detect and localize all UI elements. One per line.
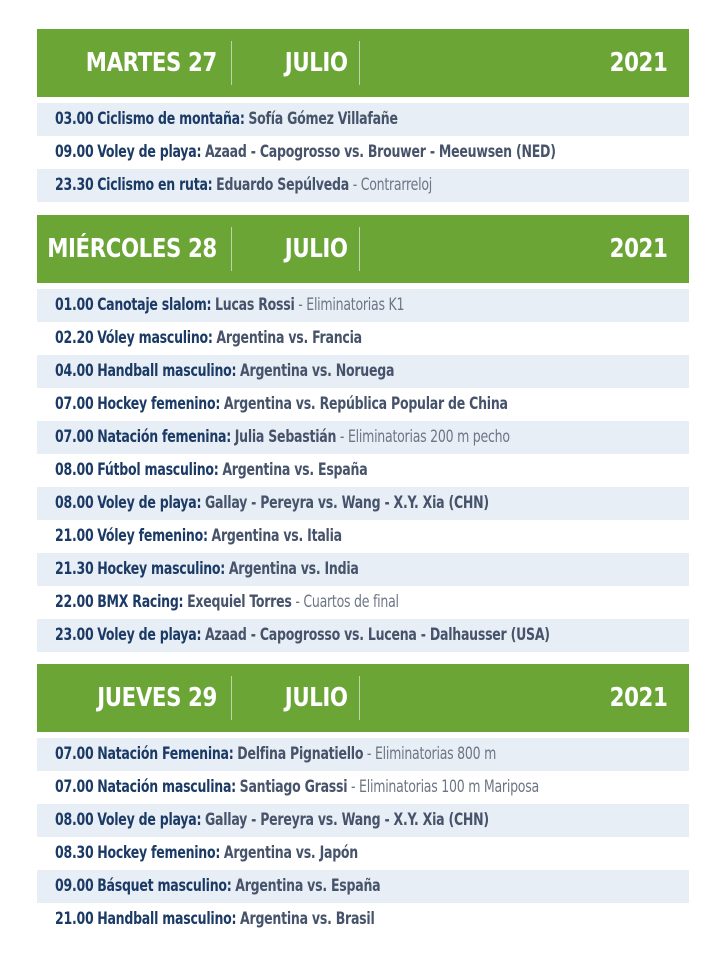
event-time: 09.00 xyxy=(55,876,94,896)
event-participants: Argentina vs. República Popular de China xyxy=(223,394,508,414)
header-divider xyxy=(231,227,232,271)
event-sport: Voley de playa: xyxy=(97,810,202,830)
year-label: 2021 xyxy=(609,48,667,78)
event-time: 07.00 xyxy=(55,777,94,797)
event-time: 23.00 xyxy=(55,625,94,645)
header-divider xyxy=(359,41,360,85)
event-sport: BMX Racing: xyxy=(97,592,184,612)
event-sport: Handball masculino: xyxy=(97,361,237,381)
event-sport: Hockey femenino: xyxy=(97,843,221,863)
event-time: 21.00 xyxy=(55,526,94,546)
event-participants: Argentina vs. India xyxy=(228,559,359,579)
event-time: 23.30 xyxy=(55,175,94,195)
event-participants: Azaad - Capogrosso vs. Lucena - Dalhausser (USA) xyxy=(204,625,550,645)
year-label: 2021 xyxy=(609,683,667,713)
event-detail: - Eliminatorias 200 m pecho xyxy=(339,427,510,447)
event-time: 07.00 xyxy=(55,427,94,447)
event-participants: Lucas Rossi xyxy=(215,295,295,315)
event-list xyxy=(37,289,689,652)
event-row xyxy=(37,421,689,454)
event-list xyxy=(37,738,689,936)
event-participants: Argentina vs. Brasil xyxy=(240,909,375,929)
event-participants: Delfina Pignatiello xyxy=(237,744,364,764)
event-row xyxy=(37,322,689,355)
day-block-martes-27 xyxy=(37,29,689,202)
event-sport: Fútbol masculino: xyxy=(97,460,219,480)
event-sport: Ciclismo en ruta: xyxy=(97,175,213,195)
event-detail: - Contrarreloj xyxy=(352,175,433,195)
event-row xyxy=(37,586,689,619)
event-time: 21.00 xyxy=(55,909,94,929)
event-detail: - Cuartos de final xyxy=(295,592,399,612)
event-time: 07.00 xyxy=(55,744,94,764)
event-sport: Natación Femenina: xyxy=(97,744,234,764)
event-row xyxy=(37,136,689,169)
event-sport: Básquet masculino: xyxy=(97,876,232,896)
event-participants: Argentina vs. Japón xyxy=(223,843,358,863)
event-sport: Handball masculino: xyxy=(97,909,237,929)
event-time: 08.00 xyxy=(55,493,94,513)
month-label: JULIO xyxy=(285,234,348,264)
event-time: 08.00 xyxy=(55,810,94,830)
event-list xyxy=(37,103,689,202)
event-participants: Argentina vs. España xyxy=(235,876,381,896)
header-divider xyxy=(231,41,232,85)
day-label: MIÉRCOLES 28 xyxy=(47,234,217,264)
event-time: 07.00 xyxy=(55,394,94,414)
header-divider xyxy=(231,676,232,720)
event-row xyxy=(37,903,689,936)
event-row xyxy=(37,520,689,553)
month-label: JULIO xyxy=(285,48,348,78)
event-row xyxy=(37,355,689,388)
event-participants: Santiago Grassi xyxy=(239,777,348,797)
event-time: 22.00 xyxy=(55,592,94,612)
event-row xyxy=(37,804,689,837)
event-row xyxy=(37,837,689,870)
event-row xyxy=(37,738,689,771)
day-header xyxy=(37,29,689,97)
event-time: 09.00 xyxy=(55,142,94,162)
event-time: 21.30 xyxy=(55,559,94,579)
event-time: 01.00 xyxy=(55,295,94,315)
event-row xyxy=(37,388,689,421)
event-detail: - Eliminatorias 800 m xyxy=(366,744,497,764)
event-detail: - Eliminatorias K1 xyxy=(298,295,405,315)
year-label: 2021 xyxy=(609,234,667,264)
event-time: 03.00 xyxy=(55,109,94,129)
event-participants: Argentina vs. Noruega xyxy=(240,361,395,381)
event-row xyxy=(37,619,689,652)
header-divider xyxy=(359,676,360,720)
day-block-jueves-29 xyxy=(37,664,689,936)
event-row xyxy=(37,553,689,586)
day-block-miercoles-28 xyxy=(37,215,689,652)
event-row xyxy=(37,289,689,322)
event-detail: - Eliminatorias 100 m Mariposa xyxy=(351,777,539,797)
event-participants: Argentina vs. Italia xyxy=(211,526,342,546)
event-sport: Natación femenina: xyxy=(97,427,231,447)
event-participants: Exequiel Torres xyxy=(187,592,292,612)
event-participants: Argentina vs. España xyxy=(222,460,368,480)
event-sport: Ciclismo de montaña: xyxy=(97,109,245,129)
event-row xyxy=(37,169,689,202)
month-label: JULIO xyxy=(285,683,348,713)
event-sport: Voley de playa: xyxy=(97,625,202,645)
event-sport: Hockey masculino: xyxy=(97,559,226,579)
day-header xyxy=(37,664,689,732)
event-participants: Gallay - Pereyra vs. Wang - X.Y. Xia (CHN) xyxy=(204,493,489,513)
event-time: 02.20 xyxy=(55,328,94,348)
event-sport: Hockey femenino: xyxy=(97,394,221,414)
day-label: MARTES 27 xyxy=(85,48,217,78)
event-participants: Eduardo Sepúlveda xyxy=(216,175,349,195)
event-time: 08.30 xyxy=(55,843,94,863)
event-participants: Argentina vs. Francia xyxy=(216,328,362,348)
day-label: JUEVES 29 xyxy=(97,683,217,713)
event-time: 08.00 xyxy=(55,460,94,480)
event-sport: Voley de playa: xyxy=(97,493,202,513)
event-sport: Natación masculina: xyxy=(97,777,236,797)
event-sport: Vóley masculino: xyxy=(97,328,213,348)
event-row xyxy=(37,870,689,903)
day-header xyxy=(37,215,689,283)
event-sport: Vóley femenino: xyxy=(97,526,208,546)
event-sport: Voley de playa: xyxy=(97,142,202,162)
event-row xyxy=(37,487,689,520)
header-divider xyxy=(359,227,360,271)
event-sport: Canotaje slalom: xyxy=(97,295,212,315)
event-row xyxy=(37,103,689,136)
event-time: 04.00 xyxy=(55,361,94,381)
event-participants: Sofía Gómez Villafañe xyxy=(248,109,398,129)
event-row xyxy=(37,771,689,804)
event-participants: Azaad - Capogrosso vs. Brouwer - Meeuwsen (NED) xyxy=(204,142,556,162)
event-row xyxy=(37,454,689,487)
event-participants: Gallay - Pereyra vs. Wang - X.Y. Xia (CHN) xyxy=(204,810,489,830)
event-participants: Julia Sebastián xyxy=(234,427,337,447)
